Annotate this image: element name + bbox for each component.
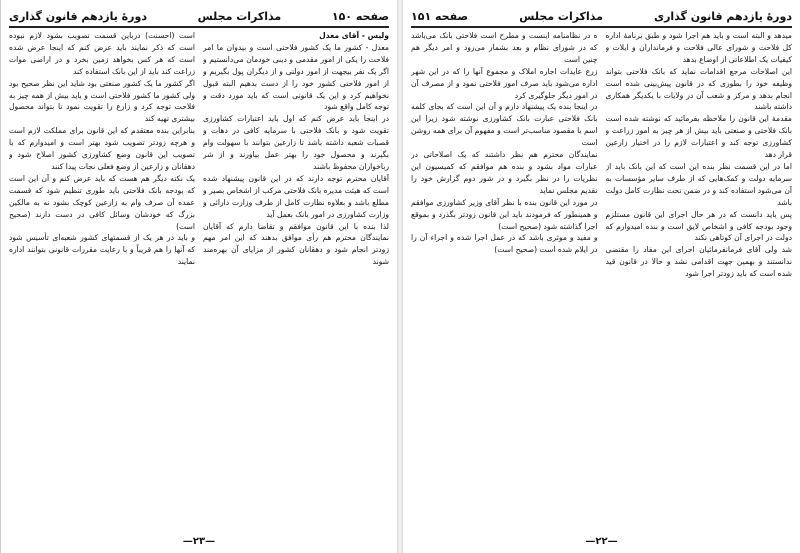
left-page-header: [9, 6, 389, 28]
right-page-right-column: [606, 30, 793, 525]
right-page-footer-number: —۲۲—: [585, 536, 618, 547]
paragraph: آقایان محترم توجه دارند که در این قانون پیشنهاد شده است که هیئت مدیره بانک فلاحتی مرکب از اشخاص بصیر و مطلع باشد و بعلاوه نظارت کامل از طرف وزارت دارائی و وزارت کشاورزی در امور بانک بعمل آید: [203, 173, 389, 219]
paragraph: در اینجا بنده یک پیشنهاد دارم و آن این است که بجای کلمه بانک فلاحتی عبارت بانک کشاورزی نوشته شود زیرا این اسم با مقصود مناسب‌تر است و مفهوم آن برای همه روشن است: [411, 102, 598, 148]
paragraph: لذا بنده با این قانون موافقم و تقاضا دارم که آقایان نمایندگان محترم هم رأی موافق بدهند که این امر مهم زودتر انجام شود و دهقانان کشور از مزایای آن بهره‌مند شوند: [203, 221, 389, 267]
paragraph: و باید در هر یک از قسمتهای کشور شعبه‌ای تأسیس شود که آنها را هم قریباً و با رعایت مقررات قانونی بتوانند اداره نمایند: [9, 233, 195, 267]
paragraph: زرع عایدات اجاره املاک و مجموع آنها را که در این شهر اداره می‌شود باید صرف امور فلاحتی نمود و از مصرف آن در امور دیگر جلوگیری کرد: [411, 66, 598, 100]
left-page-right-column: [203, 30, 389, 525]
paragraph: و مفید و موثری باشد که در عمل اجرا شده و اجراء آن را در ایلام شده است (صحیح است): [411, 233, 598, 255]
paragraph: میدهد و البته است و باید هم اجرا شود و طبق برنامهٔ اداره کل فلاحت و شورای عالی فلاحت و فرمانداران و ایلات و کیفیات یک اطلاعاتی از اوضاع بدهد: [605, 31, 792, 64]
right-page-session-title: دورهٔ یازدهم قانون گذاری: [654, 9, 792, 23]
paragraph: این اصلاحات مرجع اقدامات نماید که بانک فلاحتی بتواند وظیفه خود را بطوری که در قانون پیش‌بینی شده است انجام بدهد و مرکز و شعب آن در ولایات با یکدیگر همکاری داشته باشند: [605, 66, 792, 112]
left-page-session-title: دورهٔ یازدهم قانون گذاری: [9, 9, 147, 23]
paragraph: بنابراین بنده معتقدم که این قانون برای مملکت لازم است و هرچه زودتر تصویب شود بهتر است و امیدوارم که با تصویب این قانون وضع کشاورزی کشور اصلاح شود و دهقانان و زارعین از وضع فعلی نجات پیدا کنند: [9, 126, 195, 171]
right-page-columns: [411, 30, 792, 525]
paragraph: ه در نظامنامه اینست و مطرح است فلاحتی بانک می‌باشد که در شورای نظام و بعد بشمار می‌رود و امر دیگر هم چنین است: [411, 31, 598, 64]
left-page-number: صفحه ۱۵۰: [331, 9, 389, 23]
left-page-footer-number: —۲۳—: [182, 536, 216, 547]
paragraph: نمایندگان محترم هم نظر داشتند که یک اصلاحاتی در عبارات مواد بشود و بنده هم موافقم که کمیسیون این نظریات را در نظر بگیرد و در شور دوم گزارش خود را تقدیم مجلس نماید: [411, 150, 598, 195]
speaker-line: ولیس - آقای معدل: [319, 31, 389, 40]
paragraph: معدل - کشور ما یک کشور فلاحتی است و بیدوان ما امر فلاحت را یکی از امور مقدمی و دینی خودمان می‌دانستیم و اگر یک نفر بیجهت از امور دولتی و از دیگران پول بگیریم و از امور فلاحتی کشور خود را از دست بدهیم البته قبول نخواهیم کرد و این یک قانونی است که باید مورد دقت و توجه کامل واقع شود: [203, 42, 389, 112]
paragraph: یک نکته دیگر هم هست که باید عرض کنم و آن این است که بودجه بانک فلاحتی باید طوری تنظیم شود که قسمت عمده آن صرف وام به زارعین کوچک بشود نه به مالکین بزرگ که خودشان وسائل کافی در دست دارند (صحیح است): [9, 173, 195, 231]
left-page-columns: [9, 30, 389, 525]
right-page-number: صفحه ۱۵۱: [411, 9, 469, 23]
paragraph: مقدمهٔ این قانون را ملاحظه بفرمائید که نوشته شده است بانک فلاحتی و صنعتی باید بیش از هر چیز به امور زراعت و کشاورزی توجه کند و اعتبارات لازم را در اختیار زارعین قرار دهد: [605, 114, 792, 160]
paragraph: شد ولی آقای فرمانفرمائیان اجرای این مفاد را مقتضی ندانستند و بهمین جهت اقدامی نشد و حالا در قانون قید شده است که باید زودتر اجرا شود: [605, 245, 792, 279]
right-page: [403, 0, 800, 553]
paragraph: اگر کشور ما یک کشور صنعتی بود شاید این نظر صحیح بود ولی کشور ما کشور فلاحتی است و باید بیش از همه چیز به فلاحت توجه کرد و زارع را تقویت نمود تا بتواند محصول بیشتری تهیه کند: [9, 78, 195, 124]
left-page-left-column: [9, 30, 195, 525]
left-page-center-title: مذاکرات مجلس: [197, 9, 282, 23]
right-page-left-column: [411, 30, 598, 525]
paragraph: است (احسنت) درباین قسمت تصویب بشود لازم نبوده است که ذکر نمایند باید عرض کنم که اینجا عرض شده است که هر کس بخواهد زمین بخرد و در اراضی موات زراعت کند باید از این بانک استفاده کند: [9, 31, 195, 76]
paragraph: اما در این قسمت نظر بنده این است که این بانک باید از سرمایه دولت و کمک‌هایی که از طرف سایر مؤسسات به آن می‌شود استفاده کند و در ضمن تحت نظارت کامل دولت باشد: [605, 161, 792, 207]
left-page: [0, 0, 397, 553]
paragraph: در اینجا باید عرض کنم که اول باید اعتبارات کشاورزی تقویت شود و بانک فلاحتی با سرمایه کافی در دهات و قصبات شعبه داشته باشد تا زارعین بتوانند با سهولت وام بگیرند و محصول خود را بهتر عمل بیاورند و از شر رباخواران محفوظ باشند: [203, 114, 389, 171]
right-page-header: [411, 6, 792, 28]
paragraph: پس باید دانست که در هر حال اجرای این قانون مستلزم وجود بودجه کافی و اشخاص لایق است و بنده امیدوارم که دولت در اجرای آن کوتاهی نکند: [605, 209, 792, 243]
right-page-center-title: مذاکرات مجلس: [519, 9, 603, 23]
paragraph: در مورد این قانون بنده با نظر آقای وزیر کشاورزی موافقم و همینطور که فرمودند باید این قانون زودتر بگذرد و بموقع اجرا گذاشته شود (صحیح است): [411, 197, 598, 231]
